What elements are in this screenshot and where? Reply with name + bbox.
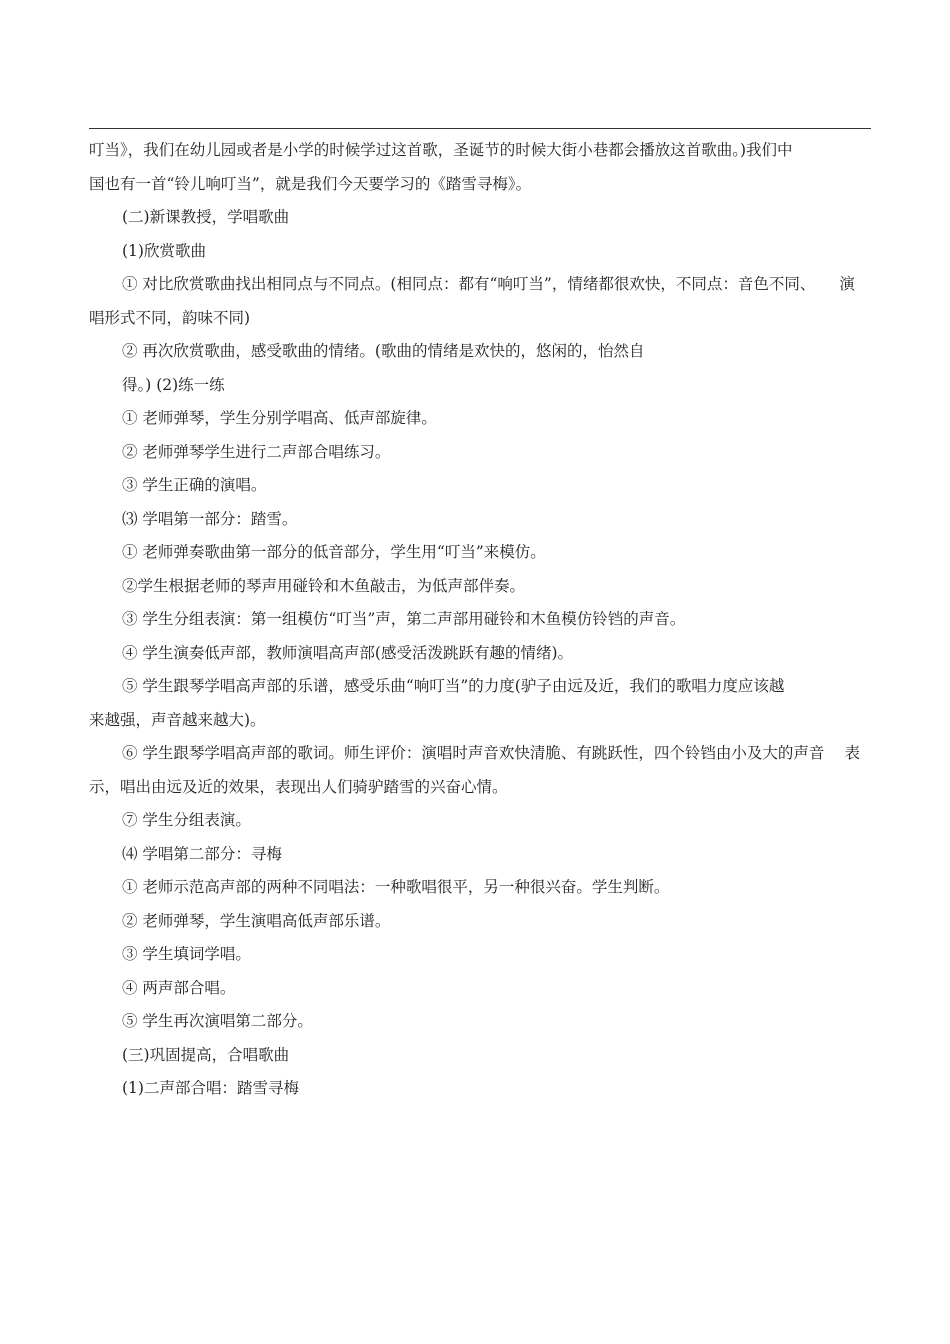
text-line: ① 对比欣赏歌曲找出相同点与不同点。(相同点：都有“响叮当”，情绪都很欢快，不同点：音色不同、 [122, 275, 816, 293]
text-line: ⑤ 学生跟琴学唱高声部的乐谱，感受乐曲“响叮当”的力度(驴子由远及近，我们的歌唱力度应该越 [122, 677, 785, 695]
text-line: ⑥ 学生跟琴学唱高声部的歌词。师生评价：演唱时声音欢快清脆、有跳跃性，四个铃铛由小及大的声音 [122, 744, 825, 762]
list-item: ⑤ 学生再次演唱第二部分。 [122, 1012, 313, 1030]
section-heading: (二)新课教授，学唱歌曲 [122, 208, 290, 226]
text-line: 叮当》，我们在幼儿园或者是小学的时候学过这首歌，圣诞节的时候大街小巷都会播放这首歌曲。)我们中 [89, 141, 793, 159]
text-line: 唱形式不同，韵味不同) [89, 308, 251, 327]
list-item: ③ 学生分组表演：第一组模仿“叮当”声，第二声部用碰铃和木鱼模仿铃铛的声音。 [122, 610, 686, 628]
header-rule [89, 128, 871, 129]
subsection-heading: (1)欣赏歌曲 [122, 241, 206, 260]
paragraph [89, 268, 871, 335]
list-item [89, 670, 871, 737]
list-item: ⑦ 学生分组表演。 [122, 811, 251, 829]
list-item [89, 737, 871, 804]
list-item: ① 老师弹奏歌曲第一部分的低音部分，学生用“叮当”来模仿。 [122, 543, 546, 561]
list-item: ④ 学生演奏低声部，教师演唱高声部(感受活泼跳跃有趣的情绪)。 [122, 643, 574, 662]
text-line: 来越强，声音越来越大)。 [89, 710, 266, 729]
subsection-heading: ⑷ 学唱第二部分：寻梅 [122, 844, 282, 863]
list-item: ③ 学生正确的演唱。 [122, 476, 267, 494]
list-item: ② 老师弹琴，学生演唱高低声部乐谱。 [122, 911, 391, 930]
paragraph: 得。) (2)练一练 [122, 375, 225, 394]
document-body [89, 134, 871, 1106]
text-line-end: 演 [839, 275, 855, 293]
text-line: 国也有一首“铃儿响叮当”，就是我们今天要学习的《踏雪寻梅》。 [89, 174, 532, 193]
subsection-heading: (1)二声部合唱：踏雪寻梅 [122, 1079, 299, 1097]
text-line: 示，唱出由远及近的效果，表现出人们骑驴踏雪的兴奋心情。 [89, 777, 508, 796]
list-item: ② 老师弹琴学生进行二声部合唱练习。 [122, 442, 391, 461]
list-item: ① 老师示范高声部的两种不同唱法：一种歌唱很平，另一种很兴奋。学生判断。 [122, 878, 670, 896]
list-item: ③ 学生填词学唱。 [122, 945, 251, 963]
section-heading: (三)巩固提高，合唱歌曲 [122, 1045, 290, 1064]
list-item: ④ 两声部合唱。 [122, 978, 236, 997]
list-item: ②学生根据老师的琴声用碰铃和木鱼敲击，为低声部伴奏。 [122, 576, 526, 595]
paragraph-intro [89, 134, 871, 201]
subsection-heading: ⑶ 学唱第一部分：踏雪。 [122, 509, 298, 528]
paragraph: ② 再次欣赏歌曲，感受歌曲的情绪。(歌曲的情绪是欢快的，悠闲的，怡然自 [122, 342, 645, 360]
text-line-end: 表 [844, 744, 860, 762]
list-item: ① 老师弹琴，学生分别学唱高、低声部旋律。 [122, 409, 437, 427]
